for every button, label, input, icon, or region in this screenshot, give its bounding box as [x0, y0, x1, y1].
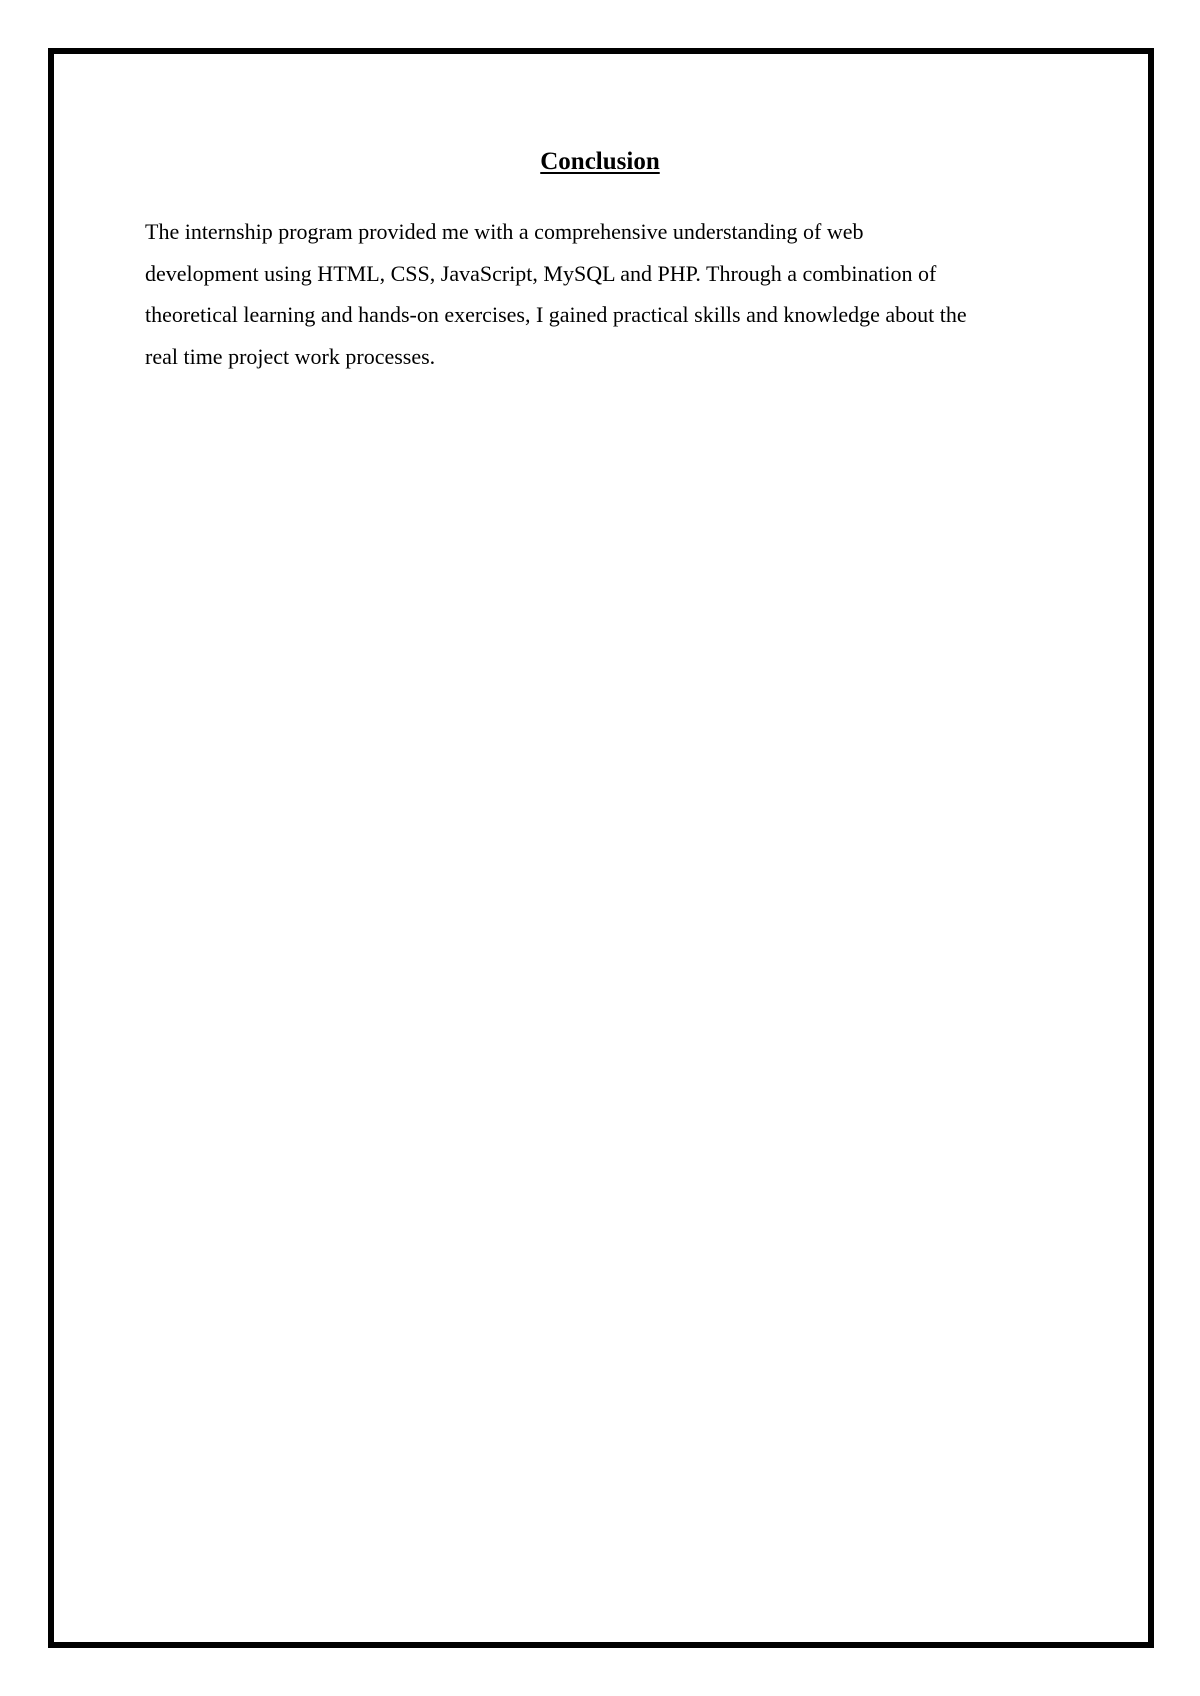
paragraph-line: theoretical learning and hands-on exercises, I gained practical skills and knowledge about the [145, 302, 967, 327]
paragraph-line: The internship program provided me with a comprehensive understanding of web [145, 219, 864, 244]
paragraph-line: real time project work processes. [145, 343, 436, 369]
paragraph-line: development using HTML, CSS, JavaScript, MySQL and PHP. Through a combination of [145, 260, 937, 286]
conclusion-paragraph [145, 211, 1065, 377]
page-title: Conclusion [540, 148, 660, 175]
